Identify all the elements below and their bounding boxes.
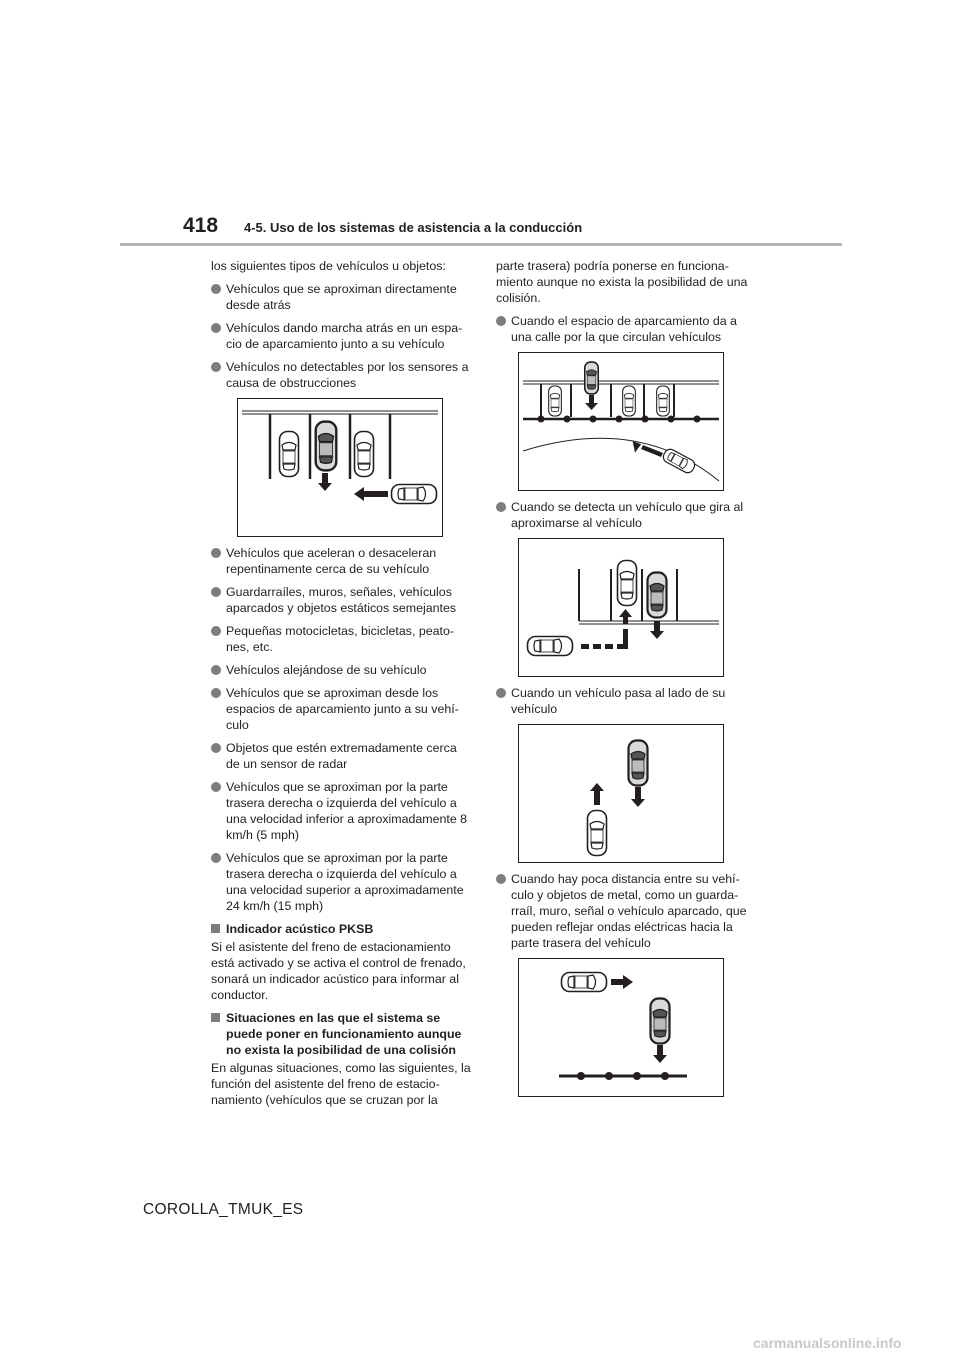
bullet-icon [211,626,221,636]
figure-turning-vehicle [518,538,724,677]
list-item: Cuando hay poca distancia entre su vehículo y objetos de metal, como un guardarraíl, muro, señal o vehículo aparcado, que pueden reflejar ondas eléctricas hacia la parte trasera del vehículo [496,871,756,951]
bullet-icon [211,665,221,675]
bullet-icon [496,502,506,512]
bullet-icon [211,688,221,698]
bullet-icon [211,548,221,558]
list-item: Vehículos no detectables por los sensores a causa de obstrucciones [211,359,471,391]
bullet-icon [211,323,221,333]
list-item: Vehículos alejándose de su vehículo [211,662,471,678]
list-item: Vehículos que se aproximan desde los espacios de aparcamiento junto a su vehículo [211,685,471,733]
square-bullet-icon [211,924,220,933]
continuation-text: parte trasera) podría ponerse en funcionamiento aunque no exista la posibilidad de una colisión. [496,259,748,305]
header-divider [120,243,842,246]
left-column [211,258,471,1115]
list-item: Vehículos que se aproximan por la parte trasera derecha o izquierda del vehículo a una velocidad superior a aproximadamente 24 km/h (15 mph) [211,850,471,914]
list-item: Pequeñas motocicletas, bicicletas, peatones, etc. [211,623,471,655]
bullet-icon [211,743,221,753]
watermark: carmanualsonline.info [753,1335,902,1351]
right-column [496,258,756,1105]
bullet-icon [211,587,221,597]
list-item: Cuando se detecta un vehículo que gira al aproximarse al vehículo [496,499,756,531]
list-item: Vehículos que se aproximan directamente desde atrás [211,281,471,313]
bullet-icon [496,688,506,698]
situations-body: En algunas situaciones, como las siguientes, la función del asistente del freno de estacionamiento (vehículos que se cruzan por la [211,1061,471,1107]
figure-obstruction [237,398,443,537]
document-id: COROLLA_TMUK_ES [143,1201,304,1218]
intro-text: los siguientes tipos de vehículos u objetos: [211,259,446,273]
section-title: 4-5. Uso de los sistemas de asistencia a la conducción [244,220,583,235]
page-number: 418 [183,214,219,237]
list-item: Cuando un vehículo pasa al lado de su vehículo [496,685,756,717]
square-bullet-icon [211,1013,220,1022]
section-heading-pksb: Indicador acústico PKSB [211,921,471,937]
bullet-icon [211,284,221,294]
list-item: Guardarraíles, muros, señales, vehículos aparcados y objetos estáticos semejantes [211,584,471,616]
section-heading-situations: Situaciones en las que el sistema se puede poner en funcionamiento aunque no exista la posibilidad de una colisión [211,1010,471,1058]
list-item: Vehículos que se aproximan por la parte trasera derecha o izquierda del vehículo a una velocidad inferior a aproximadamente 8 km/h (5 mph) [211,779,471,843]
bullet-icon [211,782,221,792]
list-item: Vehículos que aceleran o desaceleran repentinamente cerca de su vehículo [211,545,471,577]
figure-metal-objects [518,958,724,1097]
list-item: Cuando el espacio de aparcamiento da a una calle por la que circulan vehículos [496,313,756,345]
figure-passing-vehicle [518,724,724,863]
bullet-icon [496,316,506,326]
bullet-icon [211,362,221,372]
bullet-icon [496,874,506,884]
list-item: Objetos que estén extremadamente cerca de un sensor de radar [211,740,471,772]
pksb-body: Si el asistente del freno de estacionamiento está activado y se activa el control de frenado, sonará un indicador acústico para informar al conductor. [211,940,466,1002]
list-item: Vehículos dando marcha atrás en un espacio de aparcamiento junto a su vehículo [211,320,471,352]
figure-street-traffic [518,352,724,491]
bullet-icon [211,853,221,863]
